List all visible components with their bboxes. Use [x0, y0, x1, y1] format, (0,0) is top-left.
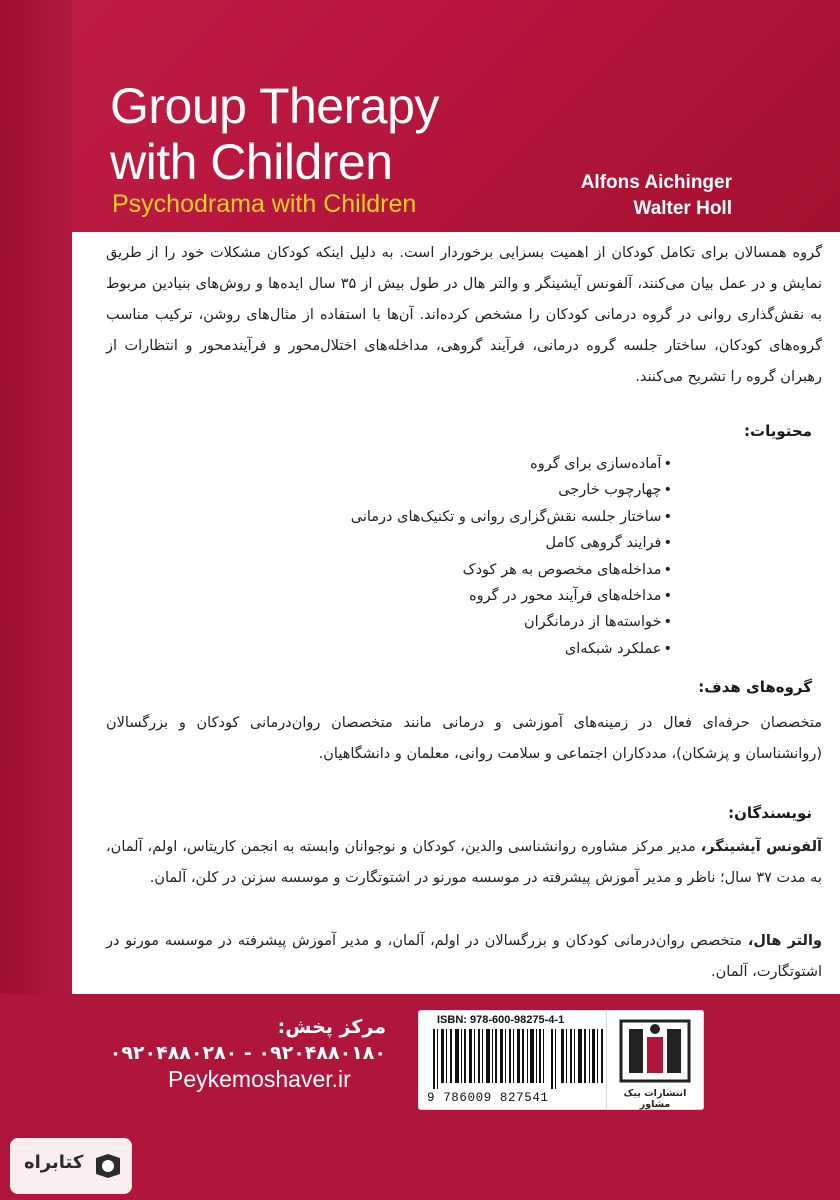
author-name-2: Walter Holl [633, 198, 732, 219]
isbn-label: ISBN: 978-600-98275-4-1 [437, 1014, 565, 1026]
publisher-emblem-icon [607, 1011, 703, 1087]
contents-item: • عملکرد شبکه‌ای [212, 636, 672, 662]
book-title-line-2: with Children [110, 134, 393, 190]
target-groups-paragraph: متخصصان حرفه‌ای فعال در زمینه‌های آموزشی و درمانی مانند متخصصان روان‌درمانی کودکان و بزرگسالان (روانشناسان و پزشکان)، مددکاران اجتماعی و سلامت روانی، معلمان و دانشگاهیان. [106, 715, 822, 762]
contents-list [212, 451, 672, 662]
publisher-logo [606, 1010, 704, 1110]
author-bio-1 [106, 832, 822, 894]
distribution-phones: ۰۹۲۰۴۸۸۰۱۸۰ - ۰۹۲۰۴۸۸۰۲۸۰ [109, 1042, 386, 1064]
contents-item: • فرایند گروهی کامل [212, 530, 672, 556]
back-cover-text-panel [72, 232, 840, 994]
contents-item: • مداخله‌های فرآیند محور در گروه [212, 583, 672, 609]
contents-item: • چهارچوب خارجی [212, 477, 672, 503]
contents-item: • مداخله‌های مخصوص به هر کودک [212, 557, 672, 583]
intro-paragraph: گروه همسالان برای تکامل کودکان از اهمیت بسزایی برخوردار است. به دلیل اینکه کودکان مشکلات خود را از طریق نمایش و در عمل بیان می‌کنند، آلفونس آیشینگر و والتر هال در طول بیش از ۳۵ سال ایده‌ها و روش‌های بنیادین مربوط به نقش‌گذاری روانی در گروه درمانی کودکان را مشخص کرده‌اند. آن‌ها با استفاده از مثال‌های روشن، ترکیب مناسب گروه‌های کودکان، ساختار جلسه گروه درمانی، فرآیند گروهی، مداخله‌های اختلال‌محور و فرآیندمحور و انتظارات از رهبران گروه را تشریح می‌کنند. [106, 245, 823, 385]
distribution-label: مرکز پخش: [277, 1016, 386, 1038]
watermark-text: کتابراه [24, 1152, 84, 1173]
contents-item: • آماده‌سازی برای گروه [212, 451, 672, 477]
publisher-website: Peykemoshaver.ir [168, 1066, 351, 1092]
contents-item: • ساختار جلسه نقش‌گزاری روانی و تکنیک‌های درمانی [212, 504, 672, 530]
author-bio-2-name: والتر هال، [747, 933, 822, 949]
author-bio-2 [106, 926, 822, 988]
book-title-line-1: Group Therapy [110, 78, 439, 134]
barcode-digits: 9 786009 827541 [427, 1091, 549, 1105]
publisher-name: انتشارات پیک مشاور [623, 1088, 687, 1110]
target-groups-heading: گروه‌های هدف: [698, 678, 812, 696]
ketabrah-watermark [10, 1138, 132, 1194]
book-subtitle: Psychodrama with Children [112, 190, 417, 218]
author-name-1: Alfons Aichinger [580, 172, 732, 193]
contents-item: • خواسته‌ها از درمانگران [212, 609, 672, 635]
contents-heading: محتویات: [744, 422, 812, 440]
watermark-logo-icon [92, 1150, 124, 1182]
author-bio-1-text: مدیر مرکز مشاوره روانشناسی والدین، کودکان و نوجوانان وابسته به انجمن کاریتاس، اولم، آلمان، به مدت ۳۷ سال؛ ناظر و مدیر آموزش پیشرفته در موسسه مورنو در اشتوتگارت و موسسه سزنن در کلن، آلمان. [106, 839, 822, 886]
author-bio-2-text: متخصص روان‌درمانی کودکان و بزرگسالان در اولم، آلمان، و مدیر آموزش پیشرفته در موسسه مورنو در اشتوتگارت، آلمان. [106, 933, 822, 980]
author-bio-1-name: آلفونس آیشینگر، [700, 839, 823, 855]
authors-heading: نویسندگان: [728, 804, 812, 822]
